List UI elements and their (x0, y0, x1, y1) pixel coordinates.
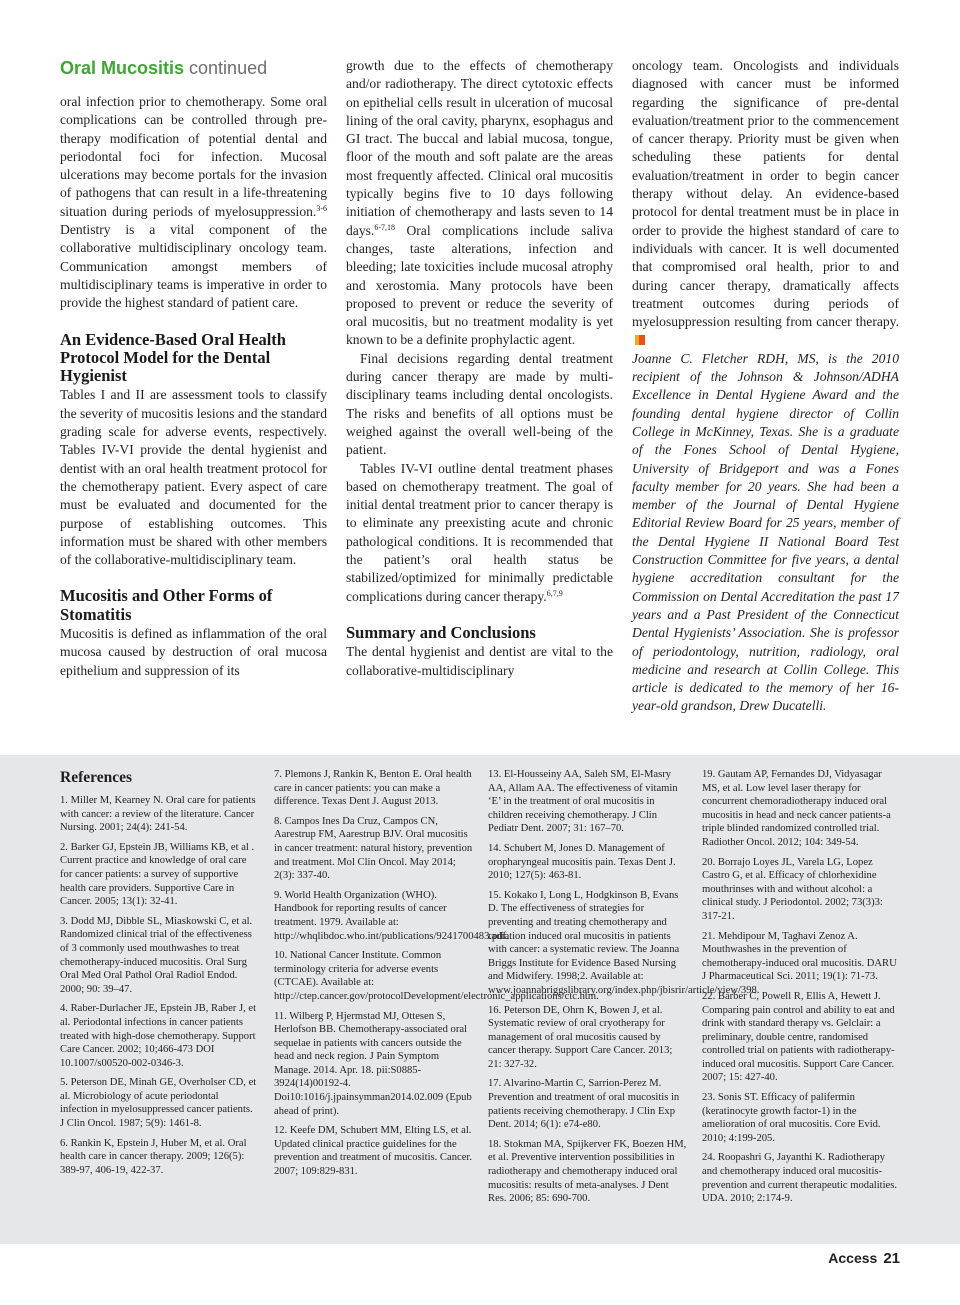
reference-item: 12. Keefe DM, Schubert MM, Elting LS, et al. Updated clinical practice guidelines for the prevention and treatment of mucositis. Cancer. 2007; 109:829-831. (274, 1125, 472, 1178)
page-footer (828, 1250, 900, 1267)
body-paragraph: The dental hygienist and dentist are vital to the collaborative-multidisciplinary (346, 644, 613, 678)
body-paragraph: Tables I and II are assessment tools to classify the severity of mucositis lesions and the standard grading scale for adverse events, respectively. Tables IV-VI provide the dental hygienist and dentist with an oral health treatment protocol for the chemotherapy patient. Every aspect of care must be evaluated and documented for the purpose of establishing outcomes. This information must be shared with other members of the collaborative-multidisciplinary team. (60, 387, 327, 568)
article-column-2 (346, 57, 613, 680)
page-number: 21 (883, 1250, 900, 1267)
references-column-1 (60, 768, 258, 1183)
reference-item: 2. Barker GJ, Epstein JB, Williams KB, et al . Current practice and knowledge of oral care for cancer patients: a survey of supportive health care providers. Supportive Care in Cancer. 2005; 13(1): 32-41. (60, 841, 255, 908)
reference-item: 9. World Health Organization (WHO). Handbook for reporting results of cancer treatment. 1979. Available at: http://whqlibdoc.who.int/publications/9241700483.pdf. (274, 889, 509, 942)
citation-superscript: 6,7,9 (546, 588, 563, 598)
body-paragraph (346, 460, 613, 606)
reference-item: 10. National Cancer Institute. Common terminology criteria for adverse events (CTCAE). Available at: http://ctep.cancer.gov/protocolDevelopment/electronic_applications/ctc.htm. (274, 950, 599, 1002)
body-text: Dentistry is a vital component of the collaborative multidisciplinary oncology team. Communication amongst members of multidisciplinary teams is imperative in order to provide the highest standard of patient care. (60, 222, 327, 311)
reference-item: 15. Kokako I, Long L, Hodgkinson B, Evans D. The effectiveness of strategies for preventing and treating chemotherapy and radiation induced oral mucositis in patients with cancer: a systematic review. The Joanna Briggs Institute for Evidence Based Nursing and Midwifery. 1998;2. Available at: www.joannabriggslibrary.org/index.php/jbisrir/article/view/398. (488, 889, 760, 996)
body-paragraph (346, 57, 613, 350)
reference-item: 20. Borrajo Loyes JL, Varela LG, Lopez Castro G, et al. Efficacy of chlorhexidine mouthrinses with and without alcohol: a clinical study. J Periodontol. 2002; 73(3)3: 317-21. (702, 856, 883, 922)
body-paragraph (632, 57, 899, 350)
references-column-4 (702, 768, 902, 1212)
references-column-3 (488, 768, 760, 1212)
reference-item: 4. Raber-Durlacher JE, Epstein JB, Raber J, et al. Periodontal infections in cancer patients treated with high-dose chemotherapy. Support Care Cancer. 2002; 10;466-473 DOI 10.1007/s00520-002-0346-3. (60, 1003, 257, 1069)
references-heading: References (60, 769, 133, 786)
reference-item: 24. Roopashri G, Jayanthi K. Radiotherapy and chemotherapy induced oral mucositis-prevention and current therapeutic modalities. UDA. 2010; 2:174-9. (702, 1152, 898, 1205)
article-column-1 (60, 57, 327, 680)
reference-item: 13. El-Housseiny AA, Saleh SM, El-Masry AA, Allam AA. The effectiveness of vitamin ‘E’ in the treatment of oral mucositis in children receiving chemotherapy. J Clin Pediatr Dent. 2007; 31: 167–70. (488, 769, 678, 835)
body-paragraph: Mucositis is defined as inflammation of the oral mucosa caused by destruction of oral mucosa epithelium and suppression of its (60, 626, 327, 678)
reference-item: 19. Gautam AP, Fernandes DJ, Vidyasagar MS, et al. Low level laser therapy for concurrent chemoradiotherapy induced oral mucositis in head and neck cancer patients-a triple blinded randomized controlled trial. Radiother Oncol. 2012; 104: 349-54. (702, 769, 891, 848)
section-heading: Mucositis and Other Forms of Stomatitis (60, 586, 273, 624)
citation-superscript: 6-7,18 (374, 222, 395, 232)
reference-item: 23. Sonis ST. Efficacy of palifermin (keratinocyte growth factor-1) in the amelioration of oral mucositis. Core Evid. 2010; 4:199-205. (702, 1092, 881, 1144)
reference-list (702, 768, 902, 1206)
body-paragraph: Final decisions regarding dental treatment during cancer therapy are made by multi-disciplinary teams including dental oncologists. The risks and benefits of all options must be weighed against the overall well-being of the patient. (346, 350, 613, 458)
reference-item: 22. Barber C, Powell R, Ellis A, Hewett J. Comparing pain control and ability to eat and drink with standard therapy vs. Gelclair: a preliminary, double centre, randomised controlled trial on patients with radiotherapy-induced oral mucositis. Support Care Cancer. 2007; 15: 427-40. (702, 990, 895, 1084)
body-text: Oral complications include saliva changes, taste alterations, infection and bleeding; late toxicities include mucosal atrophy and xerostomia. Many protocols have been proposed to prevent or reduce the severity of oral mucositis, but no treatment modality is yet known to be a definite prophylactic agent. (346, 222, 613, 348)
author-bio: Joanne C. Fletcher RDH, MS, is the 2010 recipient of the Johnson & Johnson/ADHA Excellence in Dental Hygiene Award and the founding dental hygiene director of Collin College in McKinney, Texas. She is a graduate of the Fones School of Dental Hygiene, University of Bridgeport and was a Fones faculty member for 20 years. She had been a member of the Journal of Dental Hygiene Editorial Review Board for 25 years, member of the Dental Hygiene II National Board Test Construction Committee for five years, a dental hygiene accreditation consultant for the Commission on Dental Accreditation the past 17 years and a Past President of the Connecticut Dental Hygienists’ Association. She is professor of periodontology, nutrition, radiology, oral medicine and research at Collin College. This article is dedicated to the memory of her 16-year-old grandson, Drew Ducatelli. (632, 350, 899, 714)
reference-item: 5. Peterson DE, Minah GE, Overholser CD, et al. Microbiology of acute periodontal infection in myelosuppressed cancer patients. J Clin Oncol. 1987; 5(9): 1461-8. (60, 1077, 257, 1130)
body-text: Tables IV-VI outline dental treatment phases based on chemotherapy treatment. The goal of initial dental treatment prior to cancer therapy is to eliminate any preexisting acute and chronic pathological conditions. It is recommended that the patient’s oral health status be stabilized/optimized for minimally predictable complications during cancer therapy. (346, 460, 613, 604)
citation-superscript: 3-6 (316, 203, 327, 213)
reference-item: 18. Stokman MA, Spijkerver FK, Boezen HM, et al. Preventive intervention possibilities in radiotherapy and chemotherapy induced oral mucositis: results of meta-analyses. J Dent Res. 2006; 85: 690-700. (488, 1138, 687, 1205)
body-text: oncology team. Oncologists and individuals diagnosed with cancer must be informed regarding the significance of pre-dental evaluation/treatment prior to the commencement of cancer therapy. Priority must be given when scheduling these patients for dental evaluation/treatment in order to begin cancer therapy without delay. An evidence-based protocol for dental treatment must be in place in order to provide the highest standard of care to individuals with cancer. It is well documented that compromised oral health, prior to and during cancer therapy, dramatically affects treatment outcomes during periods of myelosuppression resulting from cancer therapy. (632, 58, 899, 330)
reference-item: 17. Alvarino-Martin C, Sarrion-Perez M. Prevention and treatment of oral mucositis in patients receiving chemotherapy. J Clin Exp Dent. 2014; 6(1): e74-e80. (488, 1078, 680, 1131)
kicker-title: Oral Mucositis (60, 58, 185, 78)
reference-item: 1. Miller M, Kearney N. Oral care for patients with cancer: a review of the literature. Cancer Nursing. 2001; 24(4): 241-54. (60, 795, 256, 834)
end-of-article-icon (635, 335, 645, 345)
body-text: growth due to the effects of chemotherapy and/or radiotherapy. The direct cytotoxic effects on epithelial cells result in ulceration of mucosal lining of the oral cavity, pharynx, esophagus and GI tract. The buccal and labial mucosa, tongue, floor of the mouth and soft palate are the areas most frequently affected. Clinical oral mucositis typically begins five to 10 days following initiation of chemotherapy and lasts seven to 14 days. (346, 58, 613, 238)
reference-list (488, 768, 760, 1206)
article-column-3 (632, 57, 899, 716)
reference-item: 7. Plemons J, Rankin K, Benton E. Oral health care in cancer patients: you can make a difference. Texas Dent J. August 2013. (274, 769, 472, 808)
body-paragraph (60, 93, 327, 313)
section-heading: Summary and Conclusions (346, 622, 536, 642)
reference-item: 16. Peterson DE, Ohrn K, Bowen J, et al. Systematic review of oral cryotherapy for management of oral mucositis caused by cancer therapy. Support Care Cancer. 2013; 21: 327-32. (488, 1004, 673, 1070)
reference-item: 21. Mehdipour M, Taghavi Zenoz A. Mouthwashes in the prevention of chemotherapy-induced oral mucositis. DARU J Pharmaceutical Sci. 2011; 19(1): 71-73. (702, 930, 897, 983)
reference-item: 14. Schubert M, Jones D. Management of oropharyngeal mucositis pain. Texas Dent J. 2010; 127(5): 463-81. (488, 842, 676, 882)
reference-item: 3. Dodd MJ, Dibble SL, Miaskowski C, et al. Randomized clinical trial of the effectiveness of 3 commonly used mouthwashes to treat chemotherapy-induced mucositis. Oral Surg Oral Med Oral Pathol Oral Radiol Endod. 2000; 90: 39–47. (60, 915, 253, 995)
reference-item: 6. Rankin K, Epstein J, Huber M, et al. Oral health care in cancer therapy. 2009; 126(5): 389-97, 406-19, 422-37. (60, 1137, 247, 1176)
reference-item: 11. Wilberg P, Hjermstad MJ, Ottesen S, Herlofson BB. Chemotherapy-associated oral sequelae in patients with cancers outside the head and neck region. J Pain Symptom Manage. 2014. Apr. 18. pii:S0885-3924(14)00192-4. Doi10:1016/j.jpainsymman2014.02.009 (Epub ahead of print). (274, 1010, 472, 1117)
section-heading: An Evidence-Based Oral Health Protocol Model for the Dental Hygienist (60, 329, 286, 386)
reference-item: 8. Campos Ines Da Cruz, Campos CN, Aarestrup FM, Aarestrup BJV. Oral mucositis in cancer treatment: natural history, prevention and treatment. Mol Clin Oncol. May 2014; 2(3): 337-40. (274, 815, 473, 882)
section-kicker (60, 57, 327, 79)
kicker-continued: continued (184, 58, 268, 78)
body-text: oral infection prior to chemotherapy. Some oral complications can be controlled through pre-therapy modification of potential dental and periodontal foci for infection. Mucosal ulcerations may become portals for the invasion of pathogens that can result in a life-threatening situation during periods of myelosuppression. (60, 94, 327, 219)
reference-list (60, 794, 258, 1177)
magazine-name: Access (828, 1250, 878, 1266)
